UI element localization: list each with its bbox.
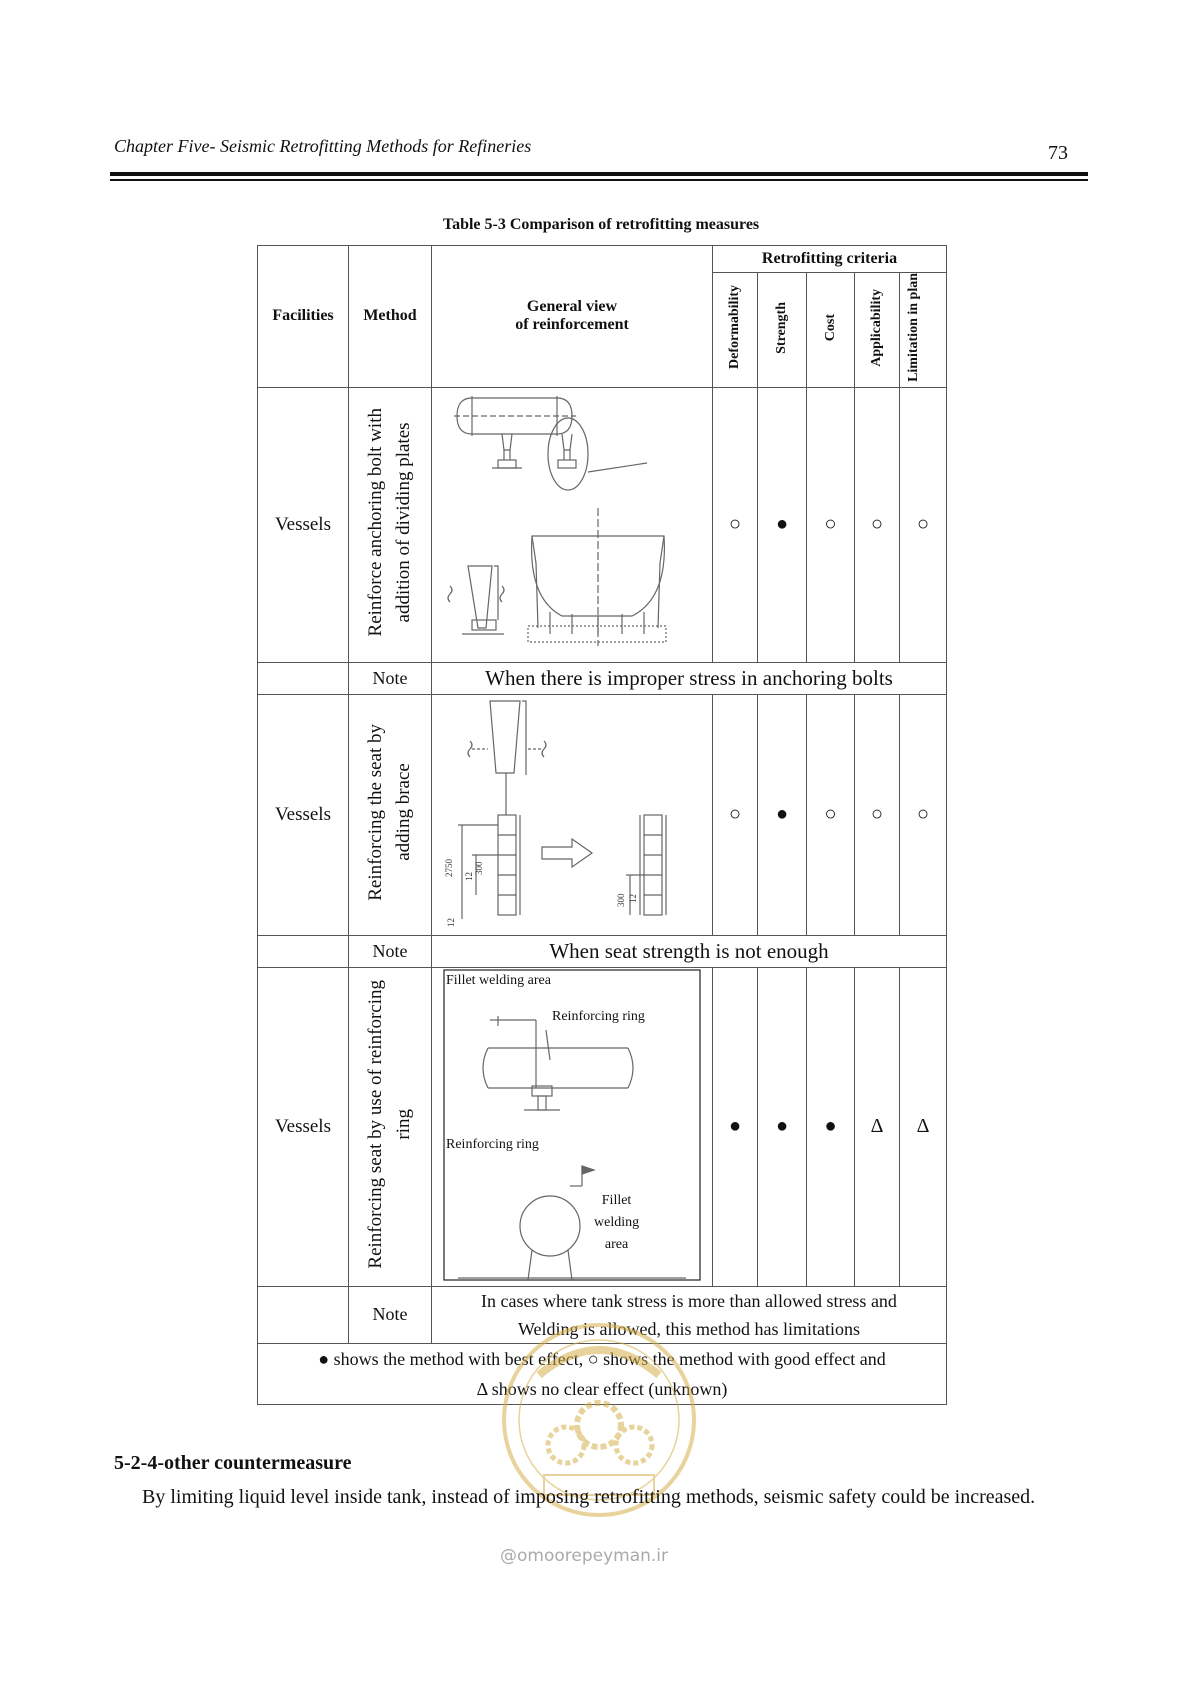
- reinforcing-ring-drawing: [432, 967, 713, 1286]
- rating-limitation: ○: [900, 694, 947, 935]
- section-heading: 5-2-4-other countermeasure: [114, 1452, 352, 1474]
- svg-text:12: 12: [446, 917, 456, 927]
- method-text: Reinforcing seat by use of reinforcing ring: [365, 980, 414, 1269]
- rating-cost: ●: [807, 967, 855, 1286]
- col-header-applicability: Applicability: [855, 273, 900, 388]
- facility-cell: Vessels: [258, 387, 349, 662]
- rating-limitation: ○: [900, 387, 947, 662]
- reinforcing-ring-label: Reinforcing ring: [552, 1008, 645, 1024]
- watermark-text: @omoorepeyman.ir: [500, 1546, 669, 1566]
- col-header-strength: Strength: [758, 273, 807, 388]
- col-header-general-view: [432, 246, 713, 388]
- header-rule-thin: [110, 179, 1088, 181]
- section-paragraph: By limiting liquid level inside tank, instead of imposing retrofitting methods, seismic safety could be increased.: [142, 1486, 1036, 1508]
- col-header-cost: Cost: [807, 273, 855, 388]
- note-label: Note: [349, 662, 432, 694]
- fillet-welding-label: Fillet welding area: [446, 972, 551, 988]
- facility-cell: Vessels: [258, 967, 349, 1286]
- note-text: When seat strength is not enough: [432, 935, 947, 967]
- rating-cost: ○: [807, 387, 855, 662]
- table-row: [258, 967, 947, 1286]
- fillet-welding-label: Fillet welding area: [594, 1190, 639, 1256]
- anchoring-bolt-drawing: [432, 387, 713, 662]
- table-header-row: [258, 246, 947, 273]
- note-label: Note: [349, 935, 432, 967]
- table-row: [258, 387, 947, 662]
- svg-text:12: 12: [628, 893, 638, 903]
- page-number: 73: [1048, 142, 1068, 164]
- rating-deformability: ○: [713, 387, 758, 662]
- rating-deformability: ●: [713, 967, 758, 1286]
- col-header-deformability: Deformability: [713, 273, 758, 388]
- table-row: [258, 694, 947, 935]
- method-cell: [349, 967, 432, 1286]
- svg-text:300: 300: [474, 861, 484, 875]
- col-header-view-line2: of reinforcement: [515, 316, 629, 334]
- comparison-table: [257, 245, 947, 1405]
- note-label: Note: [349, 1286, 432, 1343]
- rating-deformability: ○: [713, 694, 758, 935]
- col-header-method: Method: [349, 246, 432, 388]
- rating-cost: ○: [807, 694, 855, 935]
- col-header-criteria: Retrofitting criteria: [713, 246, 947, 273]
- note-text: In cases where tank stress is more than allowed stress and Welding is allowed, this method has limitations: [432, 1286, 947, 1343]
- method-text: Reinforcing the seat by adding brace: [365, 724, 414, 901]
- col-header-limitation: Limitation in plan: [900, 273, 947, 388]
- method-cell: [349, 387, 432, 662]
- method-text: Reinforce anchoring bolt with addition of dividing plates: [365, 408, 414, 637]
- col-header-view-line1: General view: [526, 298, 618, 316]
- rating-strength: ●: [758, 387, 807, 662]
- svg-text:300: 300: [616, 893, 626, 907]
- rating-applicability: ○: [855, 387, 900, 662]
- rating-strength: ●: [758, 694, 807, 935]
- chapter-title: Chapter Five- Seismic Retrofitting Methods for Refineries: [114, 136, 532, 156]
- note-row: [258, 662, 947, 694]
- table-legend: ● shows the method with best effect, ○ shows the method with good effect and Δ shows no clear effect (unknown): [258, 1343, 947, 1404]
- col-header-facilities: Facilities: [258, 246, 349, 388]
- svg-text:12: 12: [464, 871, 474, 881]
- rating-applicability: ○: [855, 694, 900, 935]
- method-cell: [349, 694, 432, 935]
- facility-cell: Vessels: [258, 694, 349, 935]
- rating-applicability: Δ: [855, 967, 900, 1286]
- rating-strength: ●: [758, 967, 807, 1286]
- table-caption: Table 5-3 Comparison of retrofitting measures: [442, 216, 760, 233]
- note-row: [258, 935, 947, 967]
- seat-brace-drawing: [432, 694, 713, 935]
- reinforcing-ring-label: Reinforcing ring: [446, 1136, 539, 1152]
- rating-limitation: Δ: [900, 967, 947, 1286]
- svg-text:2750: 2750: [444, 858, 454, 877]
- note-text: When there is improper stress in anchoring bolts: [432, 662, 947, 694]
- header-rule-thick: [110, 172, 1088, 176]
